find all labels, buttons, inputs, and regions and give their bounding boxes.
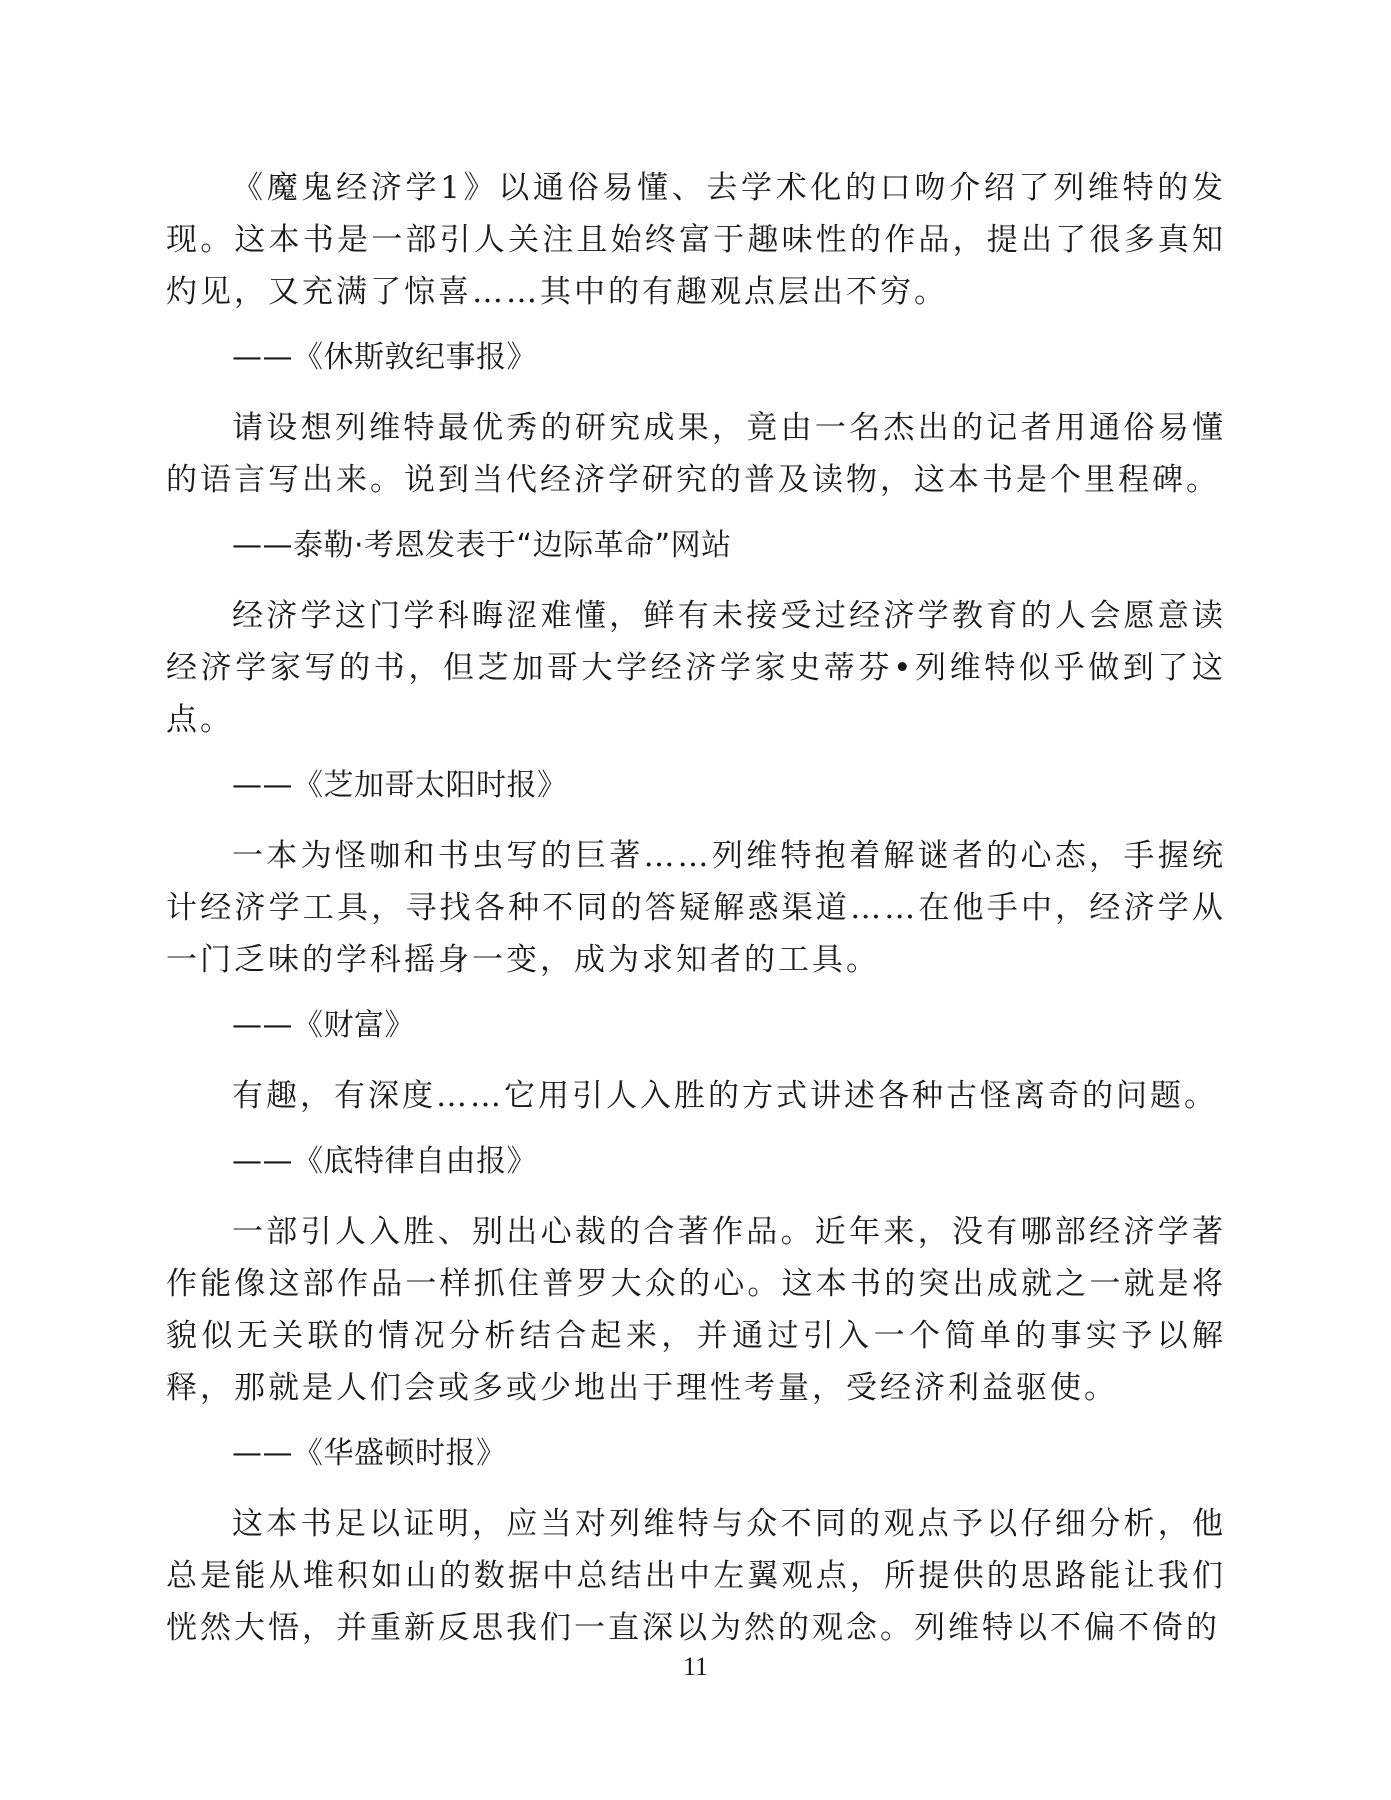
review-source: ——《财富》 [232, 1008, 415, 1043]
page-number: 11 [682, 1652, 709, 1681]
review-source: ——《芝加哥太阳时报》 [232, 768, 568, 803]
page-body [166, 162, 1226, 1654]
review-text: 有趣，有深度……它用引人入胜的方式讲述各种古怪离奇的问题。 [232, 1078, 1218, 1114]
review-source: ——《底特律自由报》 [232, 1144, 537, 1179]
review-text: 请设想列维特最优秀的研究成果，竟由一名杰出的记者用通俗易懂的语言写出来。说到当代经济学研究的普及读物，这本书是个里程碑。 [166, 410, 1226, 498]
review-text: 经济学这门学科晦涩难懂，鲜有未接受过经济学教育的人会愿意读经济学家写的书，但芝加哥大学经济学家史蒂芬•列维特似乎做到了这点。 [166, 598, 1226, 738]
review-source: ——《华盛顿时报》 [232, 1436, 507, 1471]
review-text: 《魔鬼经济学1》以通俗易懂、去学术化的口吻介绍了列维特的发现。这本书是一部引人关注且始终富于趣味性的作品，提出了很多真知灼见，又充满了惊喜……其中的有趣观点层出不穷。 [166, 170, 1226, 310]
review-text: 一本为怪咖和书虫写的巨著……列维特抱着解谜者的心态，手握统计经济学工具，寻找各种不同的答疑解惑渠道……在他手中，经济学从一门乏味的学科摇身一变，成为求知者的工具。 [166, 838, 1226, 978]
review-text: 这本书足以证明，应当对列维特与众不同的观点予以仔细分析，他总是能从堆积如山的数据中总结出中左翼观点，所提供的思路能让我们恍然大悟，并重新反思我们一直深以为然的观念。列维特以不偏不倚的 [166, 1506, 1226, 1646]
review-text: 一部引人入胜、别出心裁的合著作品。近年来，没有哪部经济学著作能像这部作品一样抓住普罗大众的心。这本书的突出成就之一就是将貌似无关联的情况分析结合起来，并通过引入一个简单的事实予以解释，那就是人们会或多或少地出于理性考量，受经济利益驱使。 [166, 1214, 1226, 1406]
review-source: ——《休斯敦纪事报》 [232, 340, 537, 375]
review-source: ——泰勒·考恩发表于“边际革命”网站 [232, 528, 732, 563]
